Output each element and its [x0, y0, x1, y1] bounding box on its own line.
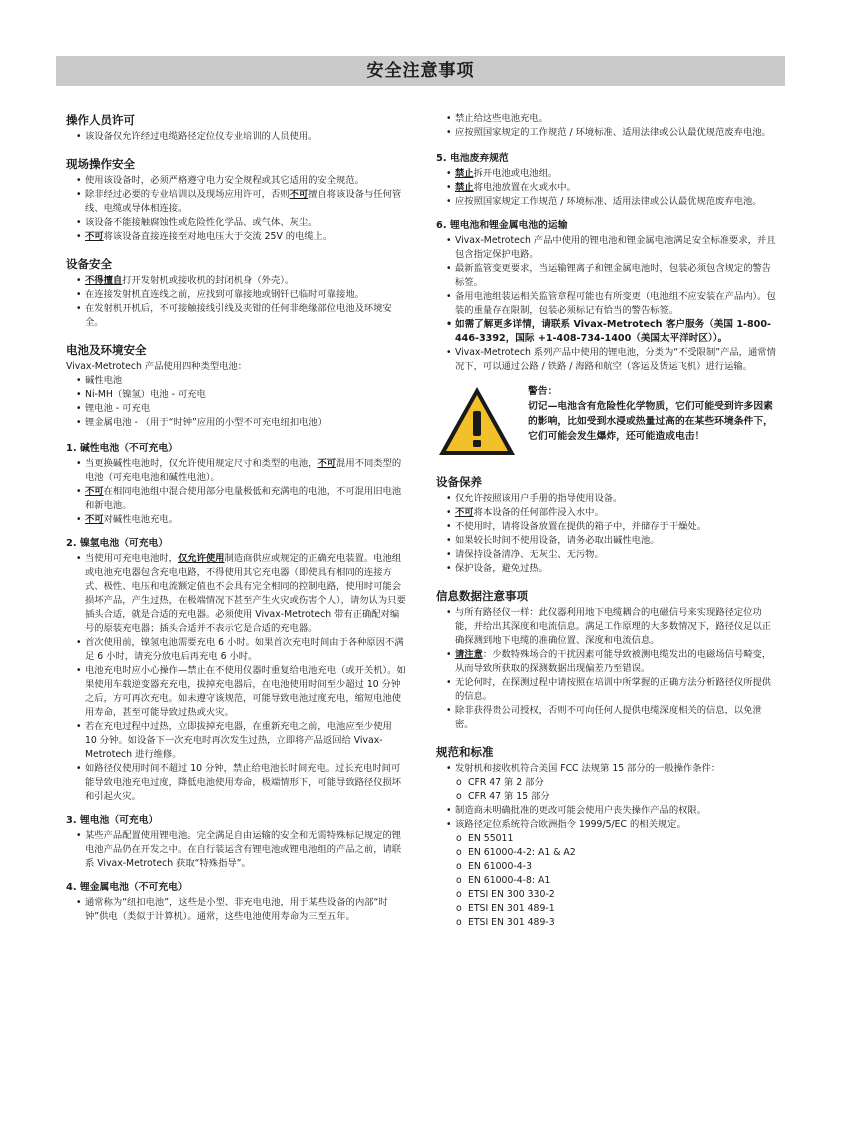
- info-section: [436, 588, 778, 732]
- list-item: o CFR 47 第 15 部分: [456, 791, 550, 802]
- site-heading: 现场操作安全: [66, 157, 135, 171]
- equipment-section: [66, 256, 406, 330]
- list-item: • 请注意：少数特殊场合的干扰因素可能导致被测电缆发出的电磁场信号畸变，从而导致所获取的探测数据出现偏差乃至错误。: [446, 648, 778, 676]
- list-item: • 除非经过必要的专业培训以及现场应用许可，否则不可擅自将该设备与任何管线、电缆或导体相连接。: [76, 188, 406, 216]
- warning-triangle-icon: [436, 384, 518, 458]
- list-item: • 如需了解更多详情，请联系 Vivax-Metrotech 客户服务（美国 1-800-446-3392，国际 +1-408-734-1400（美国太平洋时区））。: [446, 318, 778, 346]
- disposal-heading: 5. 电池废弃规范: [436, 153, 509, 164]
- warning-box: [436, 384, 778, 458]
- list-item: • 保护设备，避免过热。: [446, 562, 778, 576]
- list-item: o EN 61000-4-2: A1 & A2: [456, 847, 576, 858]
- list-item: • 锂电池 - 可充电: [76, 402, 406, 416]
- nimh-section: [66, 537, 406, 804]
- list-item: • 禁止给这些电池充电。: [446, 112, 778, 126]
- list-item: • 无论何时，在探测过程中请按照在培训中所掌握的正确方法分析路径仪所提供的信息。: [446, 676, 778, 704]
- list-item: • 不使用时，请将设备放置在提供的箱子中，并储存于干燥处。: [446, 520, 778, 534]
- continued-list: [436, 112, 778, 140]
- list-item: • Ni-MH（镍氢）电池 - 可充电: [76, 388, 406, 402]
- list-item: • 最新监管变更要求，当运输锂离子和锂金属电池时，包装必须包含规定的警告标签。: [446, 262, 778, 290]
- warning-text-block: [528, 384, 778, 444]
- list-item: o EN 61000-4-8: A1: [456, 875, 551, 886]
- list-item: • 不得擅自打开发射机或接收机的封闭机身（外壳）。: [76, 274, 406, 288]
- list-item: • Vivax-Metrotech 产品中使用的锂电池和锂金属电池满足安全标准要求，并且包含指定保护电路。: [446, 234, 778, 262]
- list-item: • 不可将本设备的任何部件浸入水中。: [446, 506, 778, 520]
- equipment-heading: 设备安全: [66, 257, 112, 271]
- list-item: • Vivax-Metrotech 系列产品中使用的锂电池，分类为“不受限制”产品，通常情况下，可以通过公路 / 铁路 / 海路和航空（客运及货运飞机）进行运输。: [446, 346, 778, 374]
- battery-types: [66, 374, 406, 430]
- disposal-section: [436, 152, 778, 209]
- operator-section: [66, 112, 406, 144]
- list-item: • 禁止拆开电池或电池组。: [446, 167, 778, 181]
- list-item: • 电池充电时应小心操作—禁止在不使用仪器时重复给电池充电（或开关机）。如果使用车载逆变器充充电，拔掉充电器后，在电池使用时间至少超过 10 分钟之后，方可再次充电。如未遵守该规范，可能导致电池过度充电，缩短电池使用寿命，甚至可能导致过热或火灾。: [76, 664, 406, 720]
- lithium-section: [66, 814, 406, 871]
- list-item: • 备用电池组装运相关监管章程可能也有所变更（电池组不应安装在产品内）。包装的重量存在限制，包装必须标记有恰当的警告标签。: [446, 290, 778, 318]
- list-item: • 锂金属电池 - （用于“时钟”应用的小型不可充电纽扣电池）: [76, 416, 406, 430]
- list-item: • 通常称为“纽扣电池”，这些是小型、非充电电池，用于某些设备的内部“时钟”供电（类似于计算机）。通常，这些电池使用寿命为三至五年。: [76, 896, 406, 924]
- list-item: o EN 61000-4-3: [456, 861, 532, 872]
- maintenance-heading: 设备保养: [436, 475, 482, 489]
- maintenance-section: [436, 474, 778, 576]
- list-item: • 在发射机开机后，不可接触接线引线及夹钳的任何非绝缘部位电池及环境安全。: [76, 302, 406, 330]
- lithium-heading: 3. 锂电池（可充电）: [66, 815, 159, 826]
- site-list: [66, 174, 406, 244]
- list-item: o ETSI EN 301 489-1: [456, 903, 555, 914]
- operator-list: [66, 130, 406, 144]
- list-item: • 除非获得贵公司授权，否则不可向任何人提供电缆深度相关的信息，以免泄密。: [446, 704, 778, 732]
- list-item: • 制造商未明确批准的更改可能会使用户丧失操作产品的权限。: [446, 804, 778, 818]
- limetal-section: [66, 881, 406, 924]
- list-item: • 碱性电池: [76, 374, 406, 388]
- list-item: • 当使用可充电电池时，仅允许使用制造商供应或规定的正确充电装置。电池组或电池充电器包含充电电路，不得使用其它充电器（即使具有相同的连接方式、极性、电压和电流额定值也不会具有完全相同的控制电路，使用时可能会损坏产品，产生过热，在极端情况下甚至产生火灾或伤害个人），请勿认为只要插头合适，就是合适的充电器。必须使用 Vivax-Metrotech 带有正确配对编号的原装充电器；插头合适并不表示它是合适的充电器。: [76, 552, 406, 636]
- alkaline-heading: 1. 碱性电池（不可充电）: [66, 443, 178, 454]
- list-item: • 应按照国家规定的工作规范 / 环境标准、适用法律或公认最优规范废弃电池。: [446, 126, 778, 140]
- list-item: • 当更换碱性电池时，仅允许使用规定尺寸和类型的电池，不可混用不同类型的电池（可充电电池和碱性电池）。: [76, 457, 406, 485]
- list-item: o CFR 47 第 2 部分: [456, 777, 544, 788]
- regs-section: [436, 744, 778, 930]
- list-item: • 如路径仪使用时间不超过 10 分钟，禁止给电池长时间充电。过长充电时间可能导致电池充电过度，降低电池使用寿命，极端情形下，可能导致路径仪损坏和引起火灾。: [76, 762, 406, 804]
- transport-heading: 6. 锂电池和锂金属电池的运输: [436, 220, 568, 231]
- regs-heading: 规范和标准: [436, 745, 494, 759]
- list-item: • 如果较长时间不使用设备，请务必取出碱性电池。: [446, 534, 778, 548]
- warning-text: 切记—电池含有危险性化学物质，它们可能受到许多因素的影响，比如受到水浸或热量过高的在某些环境条件下，它们可能会发生爆炸，还可能造成电击！: [528, 401, 773, 442]
- list-item: • 与所有路径仪一样：此仪器利用地下电缆耦合的电磁信号来实现路径定位功能，并给出其深度和电流信息。满足工作原理的大多数情况下，路径仪足以正确探测到地下电缆的准确位置、深度和电流信息。: [446, 606, 778, 648]
- battery-section: [66, 342, 406, 430]
- list-item: • 首次使用前，镍氢电池需要充电 6 小时。如果首次充电时间由于各种原因不满足 6 小时，请充分放电后再充电 6 小时。: [76, 636, 406, 664]
- fcc-list: [436, 776, 778, 804]
- limetal-heading: 4. 锂金属电池（不可充电）: [66, 882, 188, 893]
- list-item: • 该设备不能接触腐蚀性或危险性化学品、或气体、灰尘。: [76, 216, 406, 230]
- info-heading: 信息数据注意事项: [436, 589, 528, 603]
- list-item: • 在连接发射机直连线之前，应找到可靠接地或钢钎已临时可靠接地。: [76, 288, 406, 302]
- list-item: • 发射机和接收机符合美国 FCC 法规第 15 部分的一般操作条件：: [446, 762, 778, 776]
- list-item: • 不可将该设备直接连接至对地电压大于交流 25V 的电缆上。: [76, 230, 406, 244]
- list-item: • 请保持设备清净、无灰尘、无污物。: [446, 548, 778, 562]
- list-item: • 该设备仅允许经过电缆路径定位仪专业培训的人员使用。: [76, 130, 406, 144]
- list-item: • 使用该设备时，必须严格遵守电力安全规程或其它适用的安全规范。: [76, 174, 406, 188]
- operator-heading: 操作人员许可: [66, 113, 135, 127]
- right-column: [436, 112, 778, 942]
- equipment-list: [66, 274, 406, 330]
- list-item: o ETSI EN 300 330-2: [456, 889, 555, 900]
- alkaline-section: [66, 442, 406, 527]
- battery-intro: Vivax-Metrotech 产品使用四种类型电池：: [66, 361, 248, 372]
- list-item: • 应按照国家规定工作规范 / 环境标准、适用法律或公认最优规范废弃电池。: [446, 195, 778, 209]
- nimh-heading: 2. 镍氢电池（可充电）: [66, 538, 169, 549]
- battery-heading: 电池及环境安全: [66, 343, 147, 357]
- left-column: [66, 112, 406, 934]
- list-item: • 某些产品配置使用锂电池。完全满足自由运输的安全和无需特殊标记规定的锂电池产品仍在开发之中。在自行装运含有锂电池或锂电池组的产品之前，请联系 Vivax-Metrotech 获取“特殊指导”。: [76, 829, 406, 871]
- list-item: o ETSI EN 301 489-3: [456, 917, 555, 928]
- page-title: 安全注意事项: [56, 56, 785, 86]
- list-item: • 该路径定位系统符合欧洲指令 1999/5/EC 的相关规定。: [446, 818, 778, 832]
- warning-label: 警告：: [528, 386, 558, 397]
- list-item: • 不可对碱性电池充电。: [76, 513, 406, 527]
- list-item: • 禁止将电池放置在火或水中。: [446, 181, 778, 195]
- list-item: • 若在充电过程中过热，立即拔掉充电器，在重新充电之前，电池应至少使用 10 分钟。如设备下一次充电时再次发生过热，立即将产品返回给 Vivax-Metrotech 进行维修。: [76, 720, 406, 762]
- list-item: • 仅允许按照该用户手册的指导使用设备。: [446, 492, 778, 506]
- site-section: [66, 156, 406, 244]
- list-item: o EN 55011: [456, 833, 514, 844]
- transport-section: [436, 219, 778, 374]
- list-item: • 不可在相同电池组中混合使用部分电量极低和充满电的电池，不可混用旧电池和新电池。: [76, 485, 406, 513]
- en-list: [436, 832, 778, 930]
